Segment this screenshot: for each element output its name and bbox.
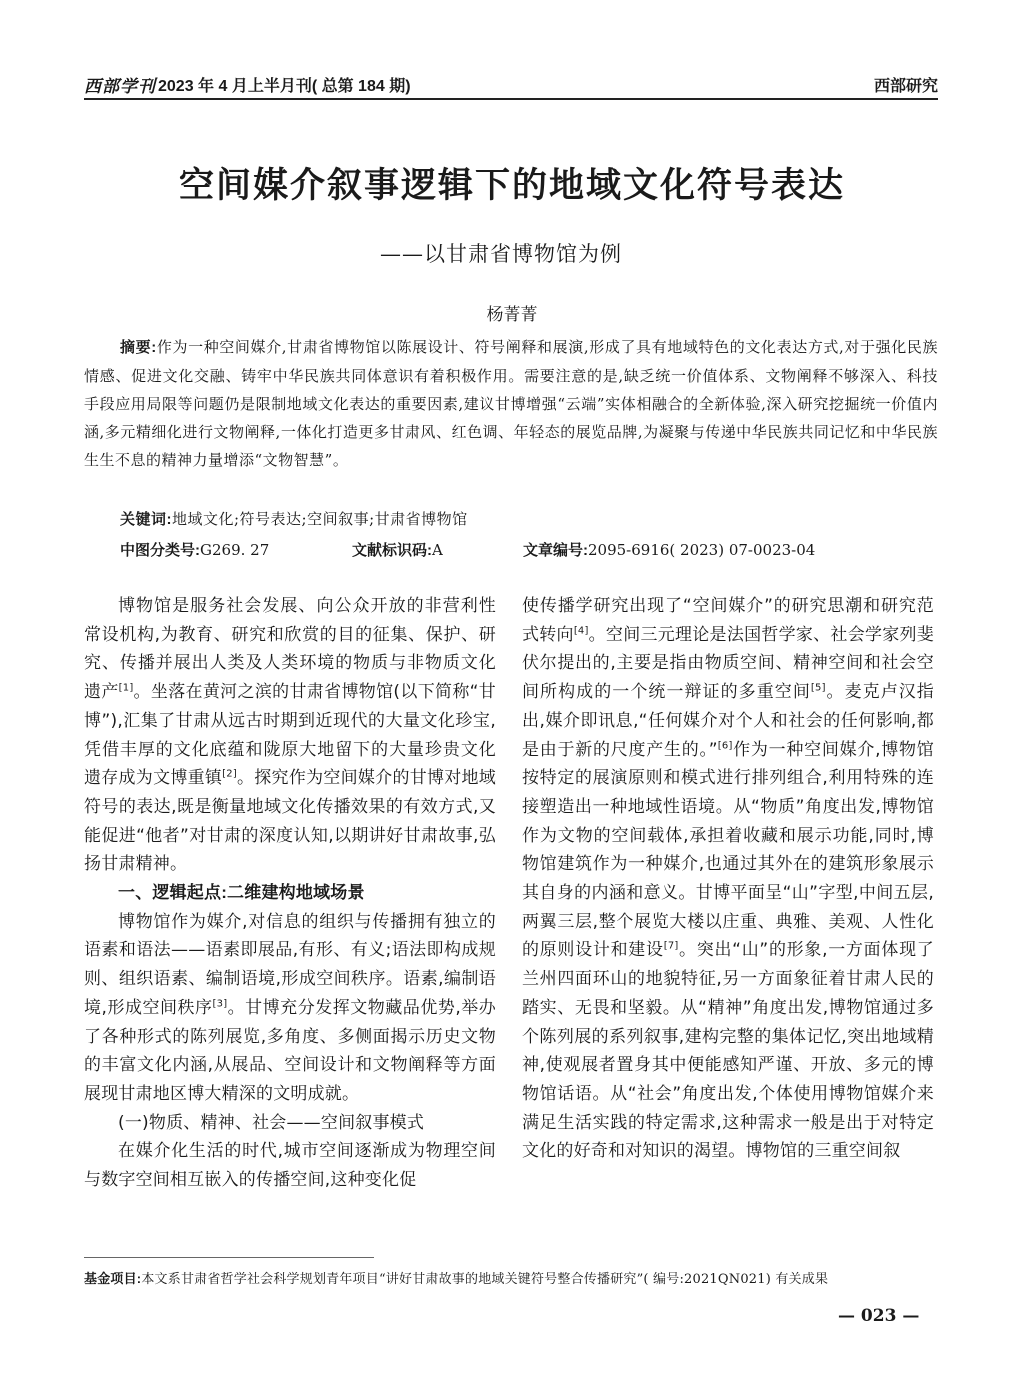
abstract-text: 作为一种空间媒介,甘肃省博物馆以陈展设计、符号阐释和展演,形成了具有地域特色的文化表达方式,对于强化民族情感、促进文化交融、铸牢中华民族共同体意识有着积极作用。需要注意的是,缺乏统一价值体系、文物阐释不够深入、科技手段应用局限等问题仍是限制地域文化表达的重要因素,建议甘博增强“云端”实体相融合的全新体验,深入研究挖掘统一价值内涵,多元精细化进行文物阐释,一体化打造更多甘肃风、红色调、年轻态的展览品牌,为凝聚与传递中华民族共同记忆和中华民族生生不息的精神力量增添“文物智慧”。: [84, 338, 939, 469]
citation-ref: [3]: [212, 998, 228, 1010]
citation-ref: [2]: [222, 768, 237, 780]
text-run: 博物馆是服务社会发展、向公众开放的非营利性常设机构,为教育、研究和欣赏的目的征集、保护、研究、传播并展出人类及人类环境的物质与非物质文化遗产: [84, 596, 496, 703]
text-run: 。探究作为空间媒介的甘博对地域符号的表达,既是衡量地域文化传播效果的有效方式,又能促进“他者”对甘肃的深度认知,以期讲好甘肃故事,弘扬甘肃精神。: [84, 768, 496, 875]
article-subtitle: ——以甘肃省博物馆为例: [380, 242, 622, 266]
citation-ref: [1]: [118, 682, 134, 694]
citation-ref: [6]: [717, 739, 733, 751]
keywords-text: 地域文化;符号表达;空间叙事;甘肃省博物馆: [172, 510, 468, 528]
fund-note: [84, 1268, 944, 1287]
issue-info: 2023 年 4 月上半月刊( 总第 184 期): [158, 78, 411, 95]
doc-label: 文献标识码:: [352, 542, 432, 559]
keywords-label: 关键词:: [120, 511, 172, 528]
body-column-right: [522, 592, 934, 1166]
fund-label: 基金项目:: [84, 1271, 142, 1286]
paragraph: [84, 908, 496, 1109]
clc-value: G269. 27: [200, 541, 270, 559]
section-heading: 一、逻辑起点:二维建构地域场景: [118, 883, 365, 903]
clc-number: [120, 539, 269, 560]
text-run: 使传播学研究出现了“空间媒介”的研究思潮和研究范式转向: [522, 596, 934, 645]
citation-ref: [5]: [810, 682, 826, 694]
author-name: 杨菁菁: [486, 305, 538, 325]
paragraph: [522, 592, 934, 1166]
article-value: 2095-6916( 2023) 07-0023-04: [588, 541, 816, 559]
doc-value: A: [432, 541, 443, 559]
text-run: 作为一种空间媒介,博物馆按特定的展演原则和模式进行排列组合,利用特殊的连接塑造出一种地域性语境。从“物质”角度出发,博物馆作为文物的空间载体,承担着收藏和展示功能,同时,博物馆建筑作为一种媒介,也通过其外在的建筑形象展示其自身的内涵和意义。甘博平面呈“山”字型,中间五层,两翼三层,整个展览大楼以庄重、典雅、美观、人性化的原则设计和建设: [522, 739, 934, 961]
paragraph: 在媒介化生活的时代,城市空间逐渐成为物理空间与数字空间相互嵌入的传播空间,这种变化促: [84, 1141, 496, 1191]
citation-ref: [4]: [573, 625, 589, 637]
text-run: 。空间三元理论是法国哲学家、社会学家列斐伏尔提出的,主要是指由物质空间、精神空间和社会空间所构成的一个统一辩证的多重空间: [522, 624, 934, 703]
article-title: 空间媒介叙事逻辑下的地域文化符号表达: [178, 165, 845, 206]
fund-text: 本文系甘肃省哲学社会科学规划青年项目“讲好甘肃故事的地域关键符号整合传播研究”( 编号:2021QN021) 有关成果: [141, 1272, 829, 1287]
article-number: [523, 539, 815, 560]
running-header: [84, 72, 938, 100]
text-run: 博物馆作为媒介,对信息的组织与传播拥有独立的语素和语法——语素即展品,有形、有义;语法即构成规则、组织语素、编制语境,形成空间秩序。语素,编制语境,形成空间秩序: [84, 911, 496, 1018]
doc-code: [352, 539, 443, 560]
text-run: 。突出“山”的形象,一方面体现了兰州四面环山的地貌特征,另一方面象征着甘肃人民的踏实、无畏和坚毅。从“精神”角度出发,博物馆通过多个陈列展的系列叙事,建构完整的集体记忆,突出地域精神,使观展者置身其中便能感知严谨、开放、多元的博物馆话语。从“社会”角度出发,个体使用博物馆媒介来满足生活实践的特定需求,这种需求一般是出于对特定文化的好奇和对知识的渴望。博物馆的三重空间叙: [522, 940, 935, 1162]
section-name: 西部研究: [873, 78, 938, 95]
body-column-left: [84, 592, 496, 1195]
page-number: — 023 —: [838, 1306, 920, 1326]
classification-line: [120, 539, 938, 563]
footnote-divider: [84, 1257, 374, 1258]
abstract: [84, 333, 938, 474]
abstract-label: 摘要:: [120, 339, 157, 356]
text-run: 。甘博充分发挥文物藏品优势,举办了各种形式的陈列展览,多角度、多侧面揭示历史文物的丰富文化内涵,从展品、空间设计和文物阐释等方面展现甘肃地区博大精深的文明成就。: [84, 997, 496, 1104]
journal-logo: 西部学刊: [84, 77, 156, 97]
keywords: [120, 508, 468, 529]
citation-ref: [7]: [663, 940, 679, 952]
subsection-heading: (一)物质、精神、社会——空间叙事模式: [118, 1112, 425, 1133]
clc-label: 中图分类号:: [120, 542, 200, 559]
text-run: 。坐落在黄河之滨的甘肃省博物馆(以下简称“甘博”),汇集了甘肃从远古时期到近现代的大量文化珍宝,凭借丰厚的文化底蕴和陇原大地留下的大量珍贵文化遗存成为文博重镇: [84, 682, 496, 789]
article-label: 文章编号:: [523, 542, 588, 559]
paragraph: [84, 592, 496, 879]
text-run: 。麦克卢汉指出,媒介即讯息,“任何媒介对个人和社会的任何影响,都是由于新的尺度产生的。”: [522, 682, 935, 760]
